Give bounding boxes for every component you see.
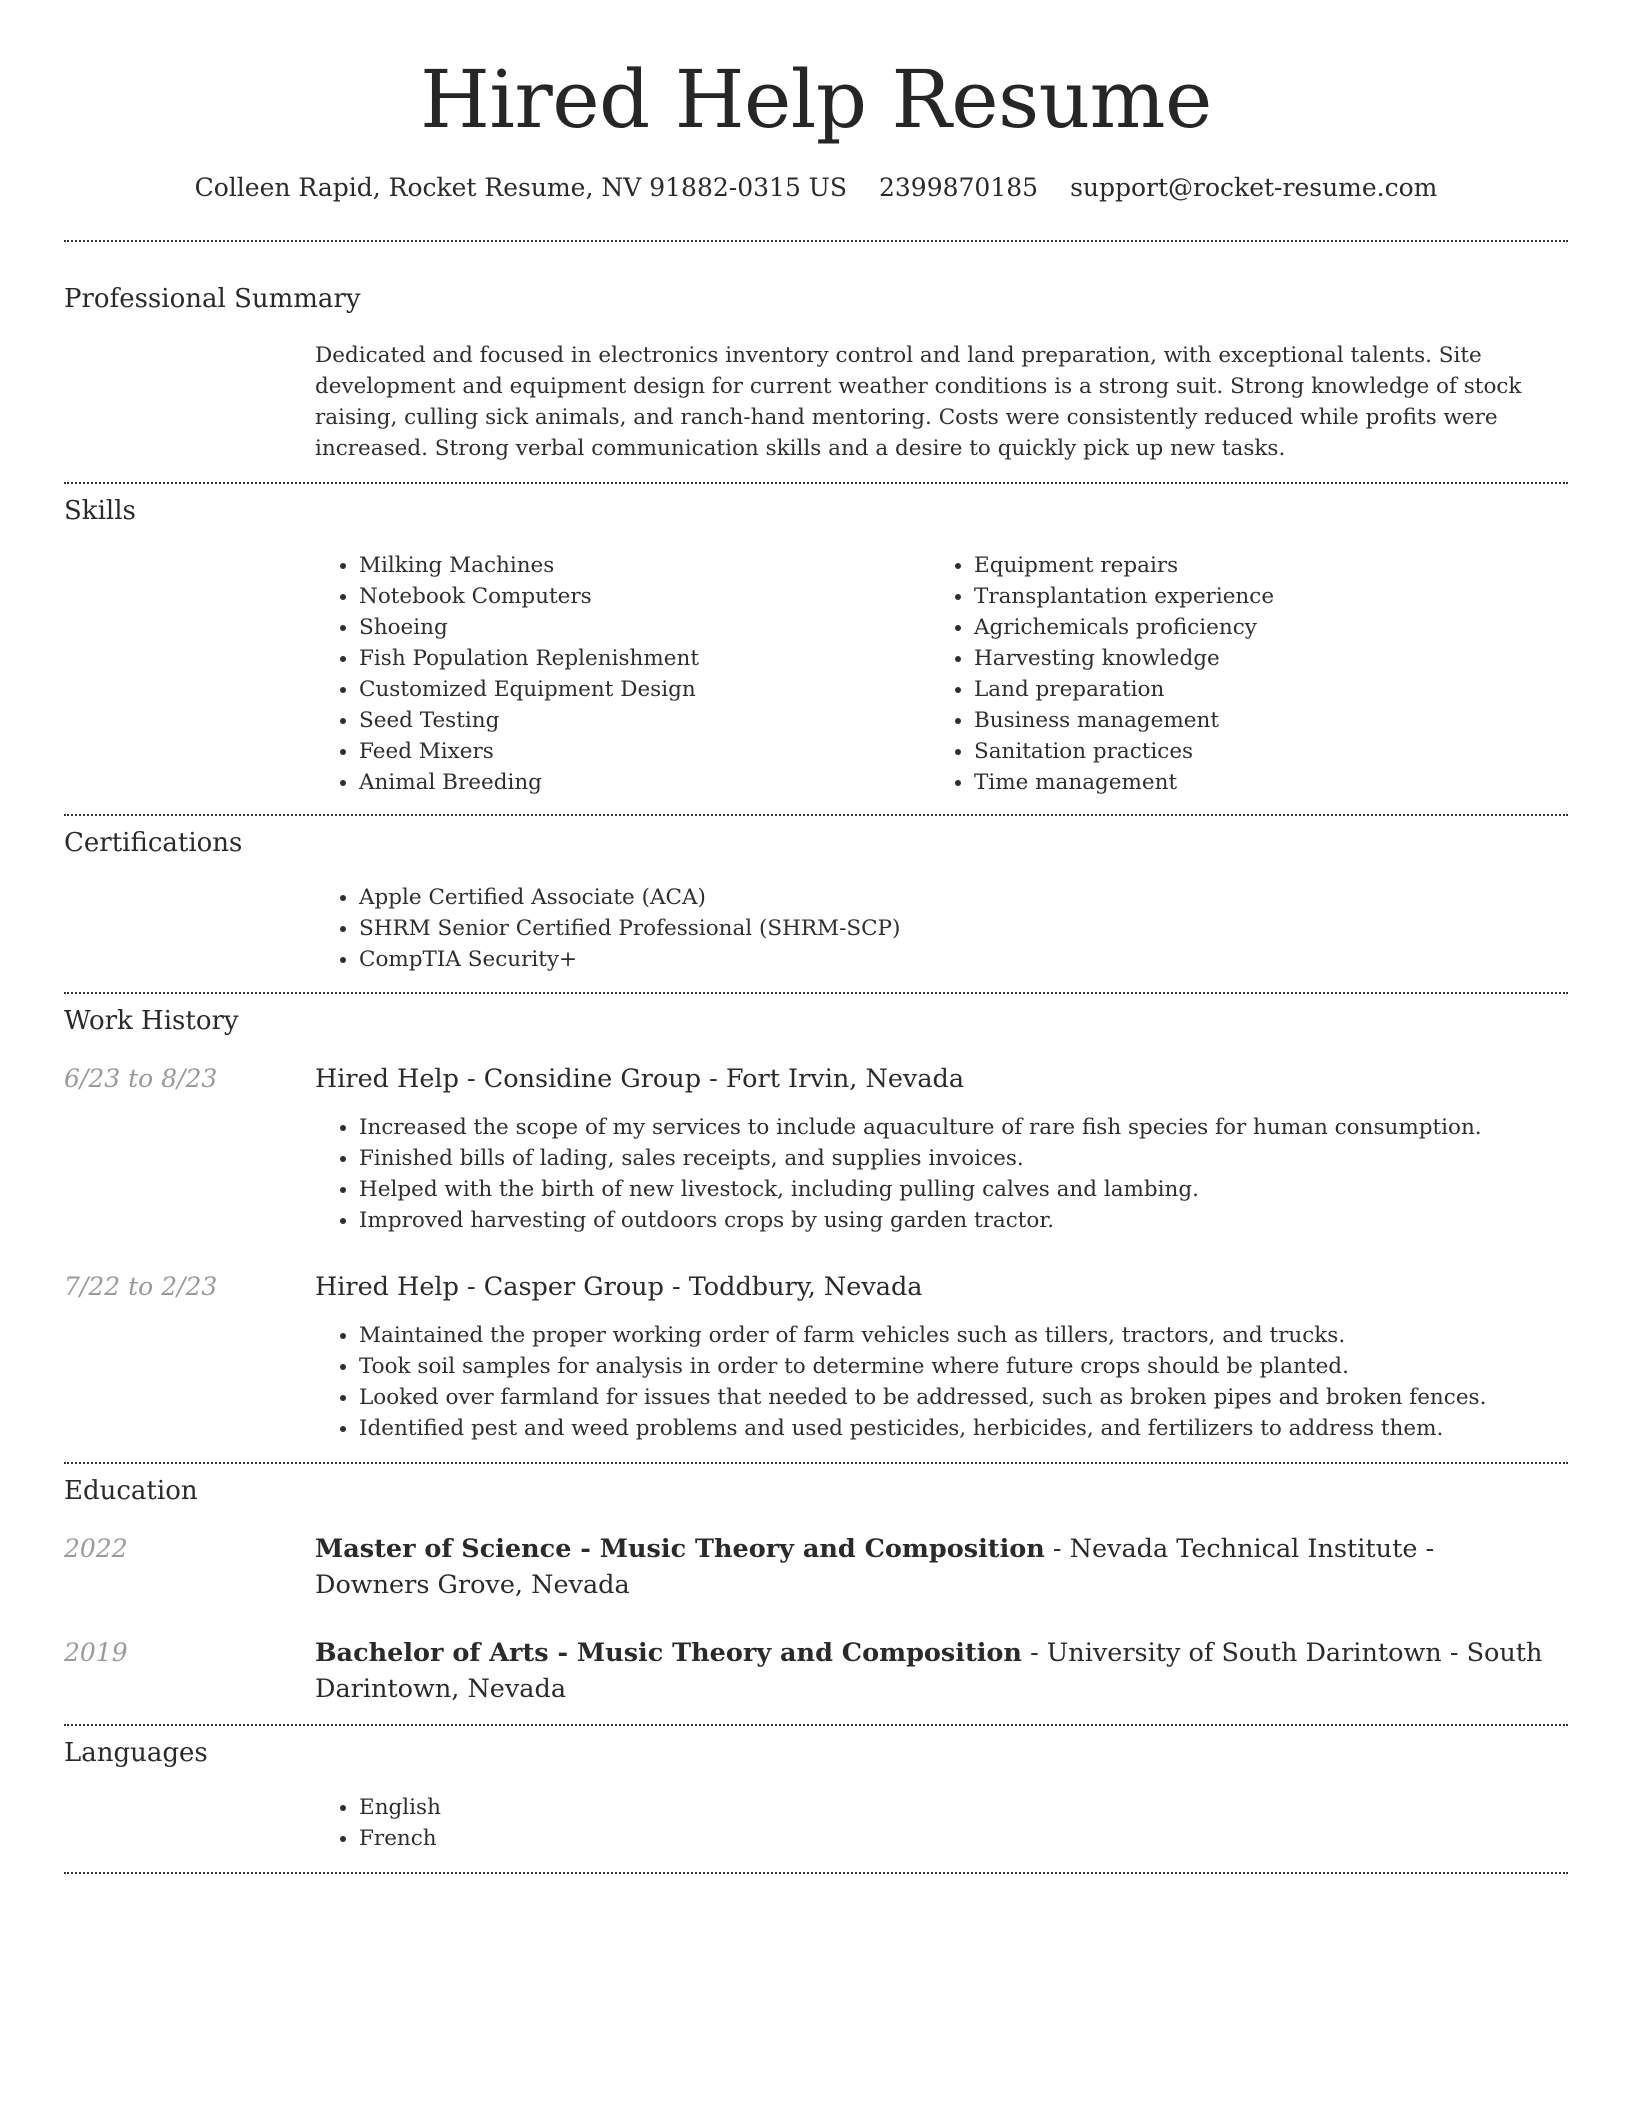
- list-item: • Helped with the birth of new livestock, including pulling calves and lambing.: [359, 1174, 1599, 1205]
- job-bullets: [315, 1112, 1599, 1236]
- list-item: • Transplantation experience: [974, 581, 1574, 612]
- job-bullets: [315, 1320, 1599, 1444]
- divider: [64, 1462, 1568, 1464]
- list-item: • Time management: [974, 767, 1574, 798]
- section-title-languages: Languages: [64, 1738, 208, 1768]
- job-title: Hired Help - Casper Group - Toddbury, Nevada: [315, 1272, 923, 1302]
- list-item: • Fish Population Replenishment: [359, 643, 929, 674]
- list-item: • Seed Testing: [359, 705, 929, 736]
- divider: [64, 240, 1568, 242]
- skills-list-right: [930, 550, 1574, 798]
- list-item: • Finished bills of lading, sales receipts, and supplies invoices.: [359, 1143, 1599, 1174]
- list-item: • English: [359, 1792, 959, 1823]
- list-item: • Equipment repairs: [974, 550, 1574, 581]
- list-item: • Apple Certified Associate (ACA): [359, 882, 1559, 913]
- job-title: Hired Help - Considine Group - Fort Irvin, Nevada: [315, 1064, 965, 1094]
- list-item: • Took soil samples for analysis in order to determine where future crops should be planted.: [359, 1351, 1599, 1382]
- section-title-education: Education: [64, 1476, 198, 1506]
- list-item: • Maintained the proper working order of farm vehicles such as tillers, tractors, and trucks.: [359, 1320, 1599, 1351]
- list-item: • French: [359, 1823, 959, 1854]
- education-school: - Nevada Technical Institute - Downers Grove, Nevada: [315, 1534, 1435, 1600]
- skills-list-left: [315, 550, 929, 798]
- education-entry: [315, 1531, 1555, 1603]
- education-school: - University of South Darintown - South Darintown, Nevada: [315, 1638, 1543, 1704]
- education-year: 2022: [64, 1534, 128, 1563]
- job-dates: 6/23 to 8/23: [64, 1064, 218, 1093]
- list-item: • Milking Machines: [359, 550, 929, 581]
- list-item: • Looked over farmland for issues that needed to be addressed, such as broken pipes and broken fences.: [359, 1382, 1599, 1413]
- section-title-summary: Professional Summary: [64, 284, 361, 314]
- divider: [64, 482, 1568, 484]
- list-item: • Feed Mixers: [359, 736, 929, 767]
- job-dates: 7/22 to 2/23: [64, 1272, 218, 1301]
- list-item: • SHRM Senior Certified Professional (SHRM-SCP): [359, 913, 1559, 944]
- divider: [64, 992, 1568, 994]
- divider: [64, 1724, 1568, 1726]
- list-item: • Notebook Computers: [359, 581, 929, 612]
- education-entry: [315, 1635, 1555, 1707]
- education-year: 2019: [64, 1638, 128, 1667]
- contact-address: Colleen Rapid, Rocket Resume, NV 91882-0315 US: [194, 173, 847, 202]
- section-title-skills: Skills: [64, 496, 136, 526]
- list-item: • Land preparation: [974, 674, 1574, 705]
- languages-list: [315, 1792, 959, 1854]
- divider: [64, 1872, 1568, 1874]
- list-item: • Customized Equipment Design: [359, 674, 929, 705]
- section-title-certifications: Certifications: [64, 828, 243, 858]
- contact-phone: 2399870185: [879, 173, 1039, 202]
- divider: [64, 814, 1568, 816]
- summary-text: Dedicated and focused in electronics inventory control and land preparation, with exceptional talents. Site development and equipment design for current weather conditions is a strong suit. Strong knowledge of stock raising, culling sick animals, and ranch-hand mentoring. Costs were consistently reduced while profits were increased. Strong verbal communication skills and a desire to quickly pick up new tasks.: [315, 343, 1522, 461]
- education-degree: Bachelor of Arts - Music Theory and Composition: [315, 1638, 1022, 1668]
- list-item: • Animal Breeding: [359, 767, 929, 798]
- list-item: • Improved harvesting of outdoors crops by using garden tractor.: [359, 1205, 1599, 1236]
- list-item: • CompTIA Security+: [359, 944, 1559, 975]
- list-item: • Harvesting knowledge: [974, 643, 1574, 674]
- list-item: • Sanitation practices: [974, 736, 1574, 767]
- contact-line: [0, 170, 1632, 206]
- section-title-work-history: Work History: [64, 1006, 239, 1036]
- list-item: • Increased the scope of my services to include aquaculture of rare fish species for human consumption.: [359, 1112, 1599, 1143]
- list-item: • Agrichemicals proficiency: [974, 612, 1574, 643]
- certifications-list: [315, 882, 1559, 975]
- list-item: • Business management: [974, 705, 1574, 736]
- resume-title: Hired Help Resume: [420, 53, 1212, 146]
- contact-email: support@rocket-resume.com: [1070, 173, 1438, 202]
- list-item: • Identified pest and weed problems and used pesticides, herbicides, and fertilizers to address them.: [359, 1413, 1599, 1444]
- list-item: • Shoeing: [359, 612, 929, 643]
- education-degree: Master of Science - Music Theory and Composition: [315, 1534, 1045, 1564]
